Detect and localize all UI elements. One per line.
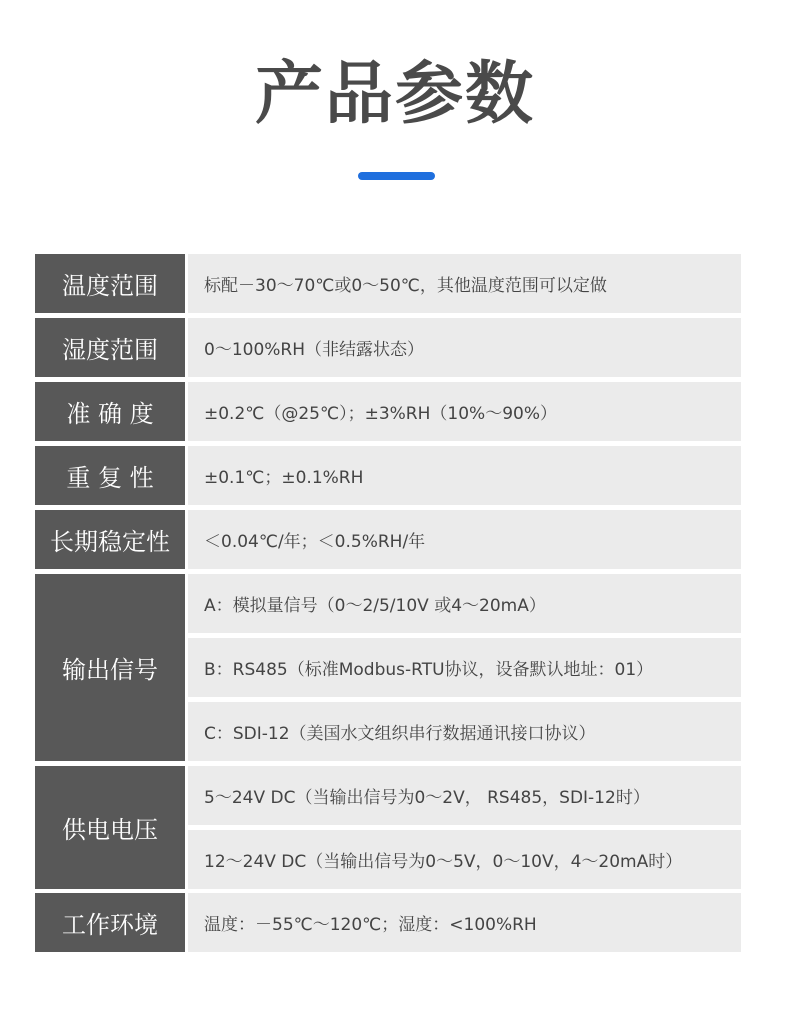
table-row — [35, 574, 741, 761]
table-row — [35, 766, 741, 889]
row-label: 长期稳定性 — [35, 510, 185, 569]
table-row — [35, 254, 741, 313]
table-row — [35, 446, 741, 505]
row-label: 温度范围 — [35, 254, 185, 313]
table-row — [35, 318, 741, 377]
table-row — [35, 893, 741, 952]
title-accent-bar — [358, 172, 435, 180]
row-label: 湿度范围 — [35, 318, 185, 377]
row-label: 准 确 度 — [35, 382, 185, 441]
row-value: ±0.2℃（@25℃）；±3%RH（10%～90%） — [188, 382, 741, 441]
row-value: C：SDI-12（美国水文组织串行数据通讯接口协议） — [188, 702, 741, 761]
page-title: 产品参数 — [254, 55, 535, 134]
table-row — [35, 510, 741, 569]
row-label: 重 复 性 — [35, 446, 185, 505]
row-label: 输出信号 — [35, 574, 185, 761]
row-value: 温度：－55℃～120℃；湿度：<100%RH — [188, 893, 741, 952]
row-value: 标配－30～70℃或0～50℃，其他温度范围可以定做 — [188, 254, 741, 313]
row-value: ±0.1℃；±0.1%RH — [188, 446, 741, 505]
row-label: 工作环境 — [35, 893, 185, 952]
row-value: A：模拟量信号（0～2/5/10V 或4～20mA） — [188, 574, 741, 633]
row-label: 供电电压 — [35, 766, 185, 889]
row-value: 0～100%RH（非结露状态） — [188, 318, 741, 377]
row-value: ＜0.04℃/年；＜0.5%RH/年 — [188, 510, 741, 569]
table-row — [35, 382, 741, 441]
row-value: 5～24V DC（当输出信号为0～2V， RS485，SDI-12时） — [188, 766, 741, 825]
row-value: 12～24V DC（当输出信号为0～5V，0～10V，4～20mA时） — [188, 830, 741, 889]
row-value: B：RS485（标准Modbus-RTU协议，设备默认地址：01） — [188, 638, 741, 697]
